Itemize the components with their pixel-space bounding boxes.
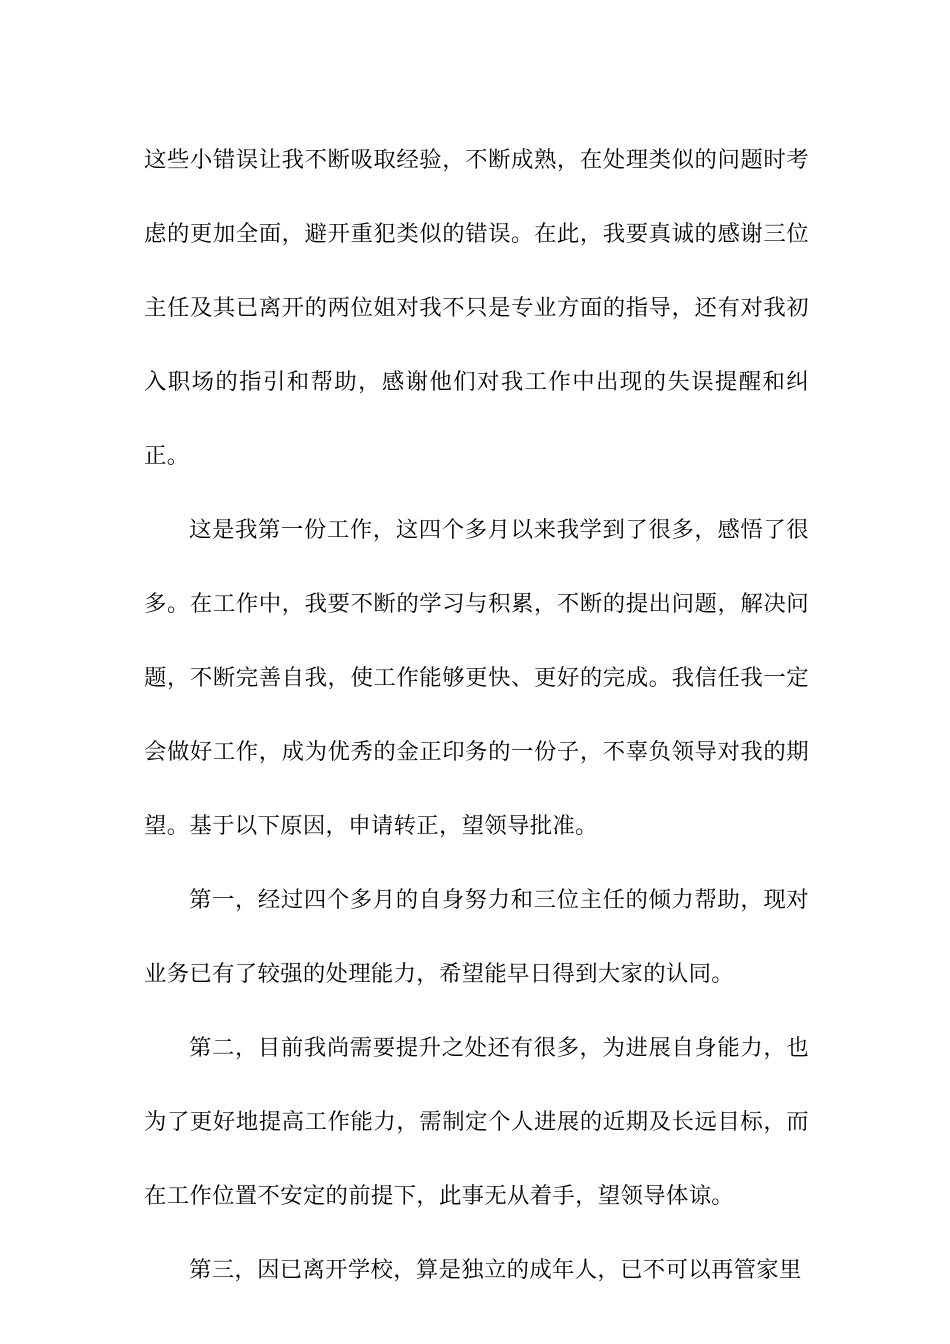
- document-body: [144, 123, 809, 1307]
- paragraph-gratitude: 这些小错误让我不断吸取经验，不断成熟，在处理类似的问题时考虑的更加全面，避开重犯类似的错误。在此，我要真诚的感谢三位主任及其已离开的两位姐对我不只是专业方面的指导，还有对我初入职场的指引和帮助，感谢他们对我工作中出现的失误提醒和纠正。: [144, 147, 809, 469]
- paragraph-reason-two: 第二，目前我尚需要提升之处还有很多，为进展自身能力，也为了更好地提高工作能力，需制定个人进展的近期及长远目标，而在工作位置不安定的前提下，此事无从着手，望领导体谅。: [144, 1035, 809, 1209]
- paragraph-first-job: 这是我第一份工作，这四个多月以来我学到了很多，感悟了很多。在工作中，我要不断的学习与积累，不断的提出问题，解决问题，不断完善自我，使工作能够更快、更好的完成。我信任我一定会做好工作，成为优秀的金正印务的一份子，不辜负领导对我的期望。基于以下原因，申请转正，望领导批准。: [144, 517, 809, 839]
- paragraph-reason-three: 第三，因已离开学校，算是独立的成年人，已不可以再管家里: [189, 1257, 802, 1283]
- paragraph-reason-one: 第一，经过四个多月的自身努力和三位主任的倾力帮助，现对业务已有了较强的处理能力，希望能早日得到大家的认同。: [144, 887, 809, 987]
